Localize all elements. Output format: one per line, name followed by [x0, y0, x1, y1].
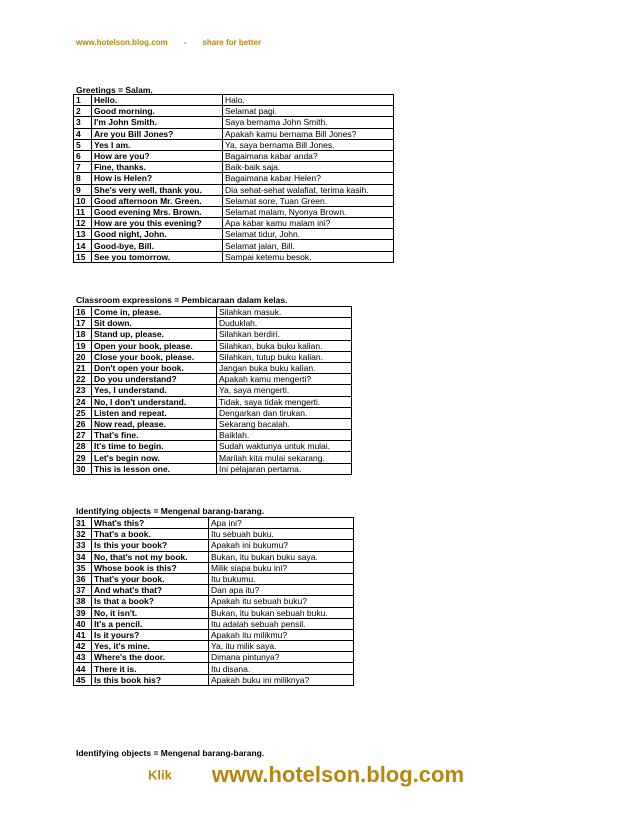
indonesian-translation: Selamat malam, Nyonya Brown. [223, 206, 394, 217]
table-row [74, 362, 352, 373]
row-number: 14 [74, 240, 92, 251]
indonesian-translation: Ya, saya bernama Bill Jones. [223, 139, 394, 150]
row-number: 30 [74, 463, 92, 474]
indonesian-translation: Bukan, itu bukan buku saya. [209, 551, 354, 562]
row-number: 37 [74, 585, 92, 596]
table-row [74, 441, 352, 452]
row-number: 24 [74, 396, 92, 407]
row-number: 40 [74, 618, 92, 629]
footer-url-link[interactable]: www.hotelson.blog.com [211, 762, 465, 787]
row-number: 16 [74, 307, 92, 318]
indonesian-translation: Silahkan, buka buku kalian. [217, 340, 352, 351]
row-number: 9 [74, 184, 92, 195]
section-title-objects-continued: Identifying objects = Mengenal barang-barang. [76, 748, 265, 758]
english-phrase: She's very well, thank you. [92, 184, 223, 195]
indonesian-translation: Apakah ini bukumu? [209, 540, 354, 551]
english-phrase: How is Helen? [92, 173, 223, 184]
footer-klik-link[interactable]: Klik [148, 767, 172, 783]
table-row [74, 340, 352, 351]
indonesian-translation: Sekarang bacalah. [217, 418, 352, 429]
english-phrase: Yes, I understand. [92, 385, 217, 396]
english-phrase: Good night, John. [92, 229, 223, 240]
indonesian-translation: Duduklah. [217, 318, 352, 329]
footer [148, 762, 464, 788]
indonesian-translation: Apa kabar kamu malam ini? [223, 218, 394, 229]
table-row [74, 229, 394, 240]
indonesian-translation: Selamat jalan, Bill. [223, 240, 394, 251]
table-row [74, 540, 354, 551]
indonesian-translation: Apakah kamu bernama Bill Jones? [223, 128, 394, 139]
indonesian-translation: Apakah itu milikmu? [209, 629, 354, 640]
english-phrase: Good morning. [92, 106, 223, 117]
row-number: 39 [74, 607, 92, 618]
indonesian-translation: Marilah kita mulai sekarang. [217, 452, 352, 463]
english-phrase: Is it yours? [92, 629, 209, 640]
row-number: 18 [74, 329, 92, 340]
english-phrase: Where's the door. [92, 652, 209, 663]
english-phrase: Yes, it's mine. [92, 641, 209, 652]
objects-table [73, 517, 354, 686]
english-phrase: Good evening Mrs. Brown. [92, 206, 223, 217]
table-row [74, 430, 352, 441]
indonesian-translation: Bukan, itu bukan sebuah buku. [209, 607, 354, 618]
row-number: 13 [74, 229, 92, 240]
row-number: 43 [74, 652, 92, 663]
indonesian-translation: Ini pelajaran pertama. [217, 463, 352, 474]
indonesian-translation: Itu adalah sebuah pensil. [209, 618, 354, 629]
table-row [74, 618, 354, 629]
indonesian-translation: Itu bukumu. [209, 573, 354, 584]
english-phrase: Sit down. [92, 318, 217, 329]
indonesian-translation: Sudah waktunya untuk mulai. [217, 441, 352, 452]
row-number: 35 [74, 562, 92, 573]
row-number: 21 [74, 362, 92, 373]
english-phrase: Whose book is this? [92, 562, 209, 573]
row-number: 38 [74, 596, 92, 607]
indonesian-translation: Dengarkan dan tirukan. [217, 407, 352, 418]
table-row [74, 407, 352, 418]
english-phrase: Don't open your book. [92, 362, 217, 373]
row-number: 1 [74, 95, 92, 106]
indonesian-translation: Bagaimana kabar Helen? [223, 173, 394, 184]
indonesian-translation: Silahkan berdiri. [217, 329, 352, 340]
indonesian-translation: Tidak, saya tidak mengerti. [217, 396, 352, 407]
row-number: 42 [74, 641, 92, 652]
table-row [74, 452, 352, 463]
table-row [74, 385, 352, 396]
row-number: 23 [74, 385, 92, 396]
section-title-classroom: Classroom expressions = Pembicaraan dalam kelas. [76, 295, 288, 305]
english-phrase: Close your book, please. [92, 351, 217, 362]
row-number: 33 [74, 540, 92, 551]
table-row [74, 518, 354, 529]
indonesian-translation: Apakah kamu mengerti? [217, 374, 352, 385]
indonesian-translation: Baik-baik saja. [223, 162, 394, 173]
english-phrase: I'm John Smith. [92, 117, 223, 128]
indonesian-translation: Dimana pintunya? [209, 652, 354, 663]
english-phrase: That's fine. [92, 430, 217, 441]
english-phrase: What's this? [92, 518, 209, 529]
classroom-table [73, 306, 352, 475]
english-phrase: This is lesson one. [92, 463, 217, 474]
row-number: 28 [74, 441, 92, 452]
table-row [74, 529, 354, 540]
table-row [74, 329, 352, 340]
table-row [74, 139, 394, 150]
english-phrase: Open your book, please. [92, 340, 217, 351]
section-title-greetings: Greetings = Salam. [76, 85, 153, 95]
header-tagline: share for better [202, 38, 262, 47]
row-number: 22 [74, 374, 92, 385]
indonesian-translation: Ya, itu milik saya. [209, 641, 354, 652]
table-row [74, 463, 352, 474]
row-number: 2 [74, 106, 92, 117]
table-row [74, 106, 394, 117]
english-phrase: Is this book his? [92, 674, 209, 685]
table-row [74, 173, 394, 184]
row-number: 26 [74, 418, 92, 429]
indonesian-translation: Baiklah. [217, 430, 352, 441]
english-phrase: Come in, please. [92, 307, 217, 318]
row-number: 19 [74, 340, 92, 351]
row-number: 45 [74, 674, 92, 685]
english-phrase: Hello. [92, 95, 223, 106]
row-number: 25 [74, 407, 92, 418]
english-phrase: Now read, please. [92, 418, 217, 429]
table-row [74, 162, 394, 173]
table-row [74, 562, 354, 573]
row-number: 32 [74, 529, 92, 540]
row-number: 27 [74, 430, 92, 441]
indonesian-translation: Sampai ketemu besok. [223, 251, 394, 262]
english-phrase: That's your book. [92, 573, 209, 584]
row-number: 12 [74, 218, 92, 229]
row-number: 44 [74, 663, 92, 674]
table-row [74, 318, 352, 329]
indonesian-translation: Dia sehat-sehat walafiat, terima kasih. [223, 184, 394, 195]
english-phrase: No, I don't understand. [92, 396, 217, 407]
english-phrase: Stand up, please. [92, 329, 217, 340]
table-row [74, 674, 354, 685]
english-phrase: Fine, thanks. [92, 162, 223, 173]
indonesian-translation: Silahkan masuk. [217, 307, 352, 318]
table-row [74, 374, 352, 385]
section-title-objects: Identifying objects = Mengenal barang-barang. [76, 506, 265, 516]
english-phrase: Is this your book? [92, 540, 209, 551]
indonesian-translation: Itu sebuah buku. [209, 529, 354, 540]
table-row [74, 629, 354, 640]
row-number: 20 [74, 351, 92, 362]
table-row [74, 641, 354, 652]
indonesian-translation: Halo. [223, 95, 394, 106]
table-row [74, 396, 352, 407]
english-phrase: It's a pencil. [92, 618, 209, 629]
row-number: 17 [74, 318, 92, 329]
table-row [74, 607, 354, 618]
row-number: 29 [74, 452, 92, 463]
table-row [74, 251, 394, 262]
indonesian-translation: Silahkan, tutup buku kalian. [217, 351, 352, 362]
indonesian-translation: Dan apa itu? [209, 585, 354, 596]
row-number: 3 [74, 117, 92, 128]
table-row [74, 573, 354, 584]
english-phrase: That's a book. [92, 529, 209, 540]
english-phrase: Is that a book? [92, 596, 209, 607]
table-row [74, 240, 394, 251]
row-number: 5 [74, 139, 92, 150]
row-number: 15 [74, 251, 92, 262]
header-separator: - [183, 38, 187, 47]
table-row [74, 351, 352, 362]
table-row [74, 184, 394, 195]
english-phrase: It's time to begin. [92, 441, 217, 452]
english-phrase: Good afternoon Mr. Green. [92, 195, 223, 206]
english-phrase: Listen and repeat. [92, 407, 217, 418]
indonesian-translation: Saya bernama John Smith. [223, 117, 394, 128]
indonesian-translation: Apakah buku ini miliknya? [209, 674, 354, 685]
row-number: 4 [74, 128, 92, 139]
table-row [74, 195, 394, 206]
english-phrase: Let's begin now. [92, 452, 217, 463]
english-phrase: No, that's not my book. [92, 551, 209, 562]
row-number: 8 [74, 173, 92, 184]
english-phrase: See you tomorrow. [92, 251, 223, 262]
table-row [74, 652, 354, 663]
indonesian-translation: Selamat tidur, John. [223, 229, 394, 240]
row-number: 10 [74, 195, 92, 206]
indonesian-translation: Apakah itu sebuah buku? [209, 596, 354, 607]
english-phrase: No, it isn't. [92, 607, 209, 618]
row-number: 6 [74, 150, 92, 161]
english-phrase: There it is. [92, 663, 209, 674]
indonesian-translation: Jangan buka buku kalian. [217, 362, 352, 373]
table-row [74, 596, 354, 607]
english-phrase: How are you this evening? [92, 218, 223, 229]
indonesian-translation: Ya, saya mengerti. [217, 385, 352, 396]
table-row [74, 128, 394, 139]
indonesian-translation: Bagaimana kabar anda? [223, 150, 394, 161]
row-number: 31 [74, 518, 92, 529]
page-header [76, 38, 261, 47]
indonesian-translation: Selamat pagi. [223, 106, 394, 117]
english-phrase: And what's that? [92, 585, 209, 596]
table-row [74, 663, 354, 674]
greetings-table [73, 94, 394, 263]
english-phrase: Yes I am. [92, 139, 223, 150]
table-row [74, 150, 394, 161]
table-row [74, 418, 352, 429]
row-number: 7 [74, 162, 92, 173]
english-phrase: Are you Bill Jones? [92, 128, 223, 139]
english-phrase: How are you? [92, 150, 223, 161]
table-row [74, 117, 394, 128]
indonesian-translation: Apa ini? [209, 518, 354, 529]
table-row [74, 307, 352, 318]
table-row [74, 585, 354, 596]
row-number: 36 [74, 573, 92, 584]
indonesian-translation: Selamat sore, Tuan Green. [223, 195, 394, 206]
row-number: 34 [74, 551, 92, 562]
english-phrase: Good-bye, Bill. [92, 240, 223, 251]
table-row [74, 218, 394, 229]
english-phrase: Do you understand? [92, 374, 217, 385]
row-number: 41 [74, 629, 92, 640]
row-number: 11 [74, 206, 92, 217]
indonesian-translation: Itu disana. [209, 663, 354, 674]
header-site-link[interactable]: www.hotelson.blog.com [76, 38, 168, 47]
table-row [74, 206, 394, 217]
table-row [74, 551, 354, 562]
indonesian-translation: Milik siapa buku ini? [209, 562, 354, 573]
table-row [74, 95, 394, 106]
